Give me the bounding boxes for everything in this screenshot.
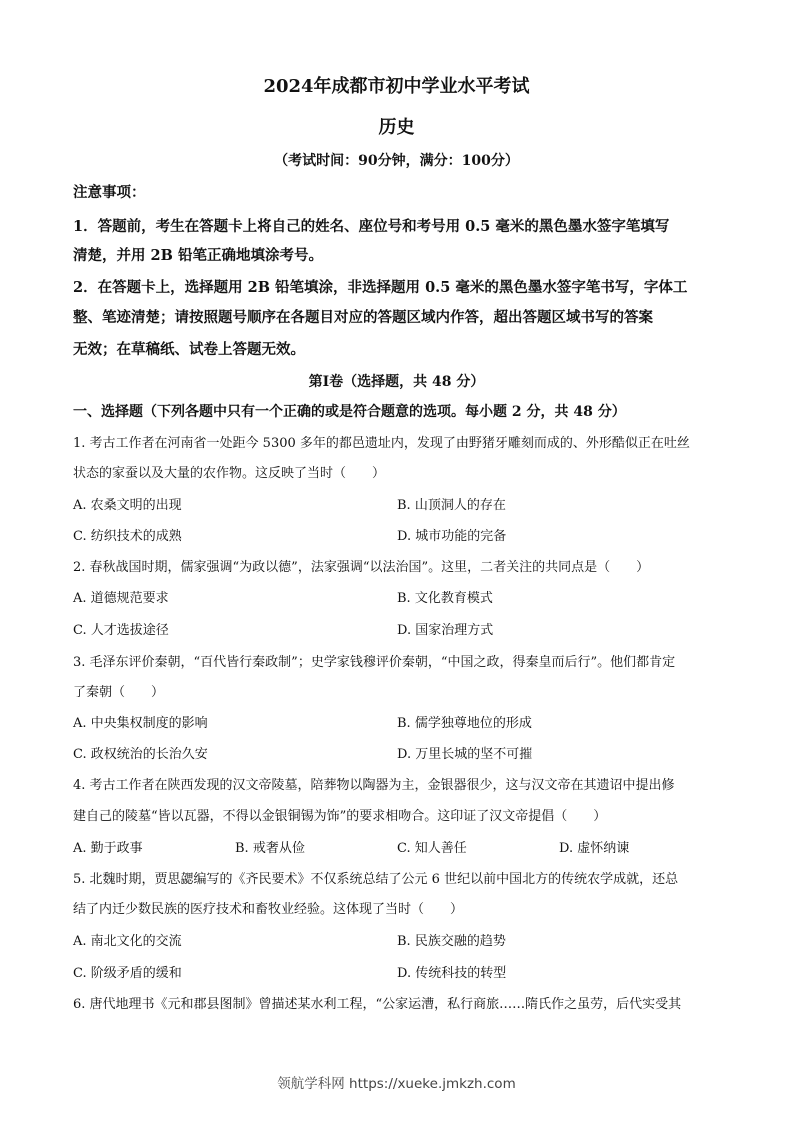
question-5-option-c: C. 阶级矛盾的缓和 xyxy=(73,966,182,981)
notice-item-2-line-2: 整、笔迹清楚；请按照题号顺序在各题目对应的答题区域内作答，超出答题区域书写的答案 xyxy=(73,309,653,326)
exam-time-info: （考试时间：90分钟，满分：100分） xyxy=(274,153,519,169)
footer-watermark: 领航学科网 https://xueke.jmkzh.com xyxy=(277,1076,516,1092)
question-2-option-c: C. 人才选拔途径 xyxy=(73,623,169,638)
question-4-option-c: C. 知人善任 xyxy=(397,841,467,856)
question-2-line-1: 2. 春秋战国时期，儒家强调“为政以德”，法家强调“以法治国”。这里，二者关注的共同点是（ ） xyxy=(73,560,650,575)
question-5-option-b: B. 民族交融的趋势 xyxy=(397,934,506,949)
question-3-option-a: A. 中央集权制度的影响 xyxy=(73,716,208,731)
question-4-option-d: D. 虚怀纳谏 xyxy=(559,841,630,856)
question-3-line-2: 了秦朝（ ） xyxy=(73,685,165,700)
question-4-option-a: A. 勤于政事 xyxy=(73,841,143,856)
question-5-option-d: D. 传统科技的转型 xyxy=(397,966,507,981)
question-1-line-1: 1. 考古工作者在河南省一处距今 5300 多年的都邑遗址内，发现了由野猪牙雕刻而成的、外形酷似正在吐丝 xyxy=(73,436,690,451)
question-2-option-b: B. 文化教育模式 xyxy=(397,591,493,606)
question-1-option-d: D. 城市功能的完备 xyxy=(397,529,507,544)
subject-title: 历史 xyxy=(378,117,415,138)
question-3-option-b: B. 儒学独尊地位的形成 xyxy=(397,716,532,731)
notice-item-1-line-1: 1．答题前，考生在答题卡上将自己的姓名、座位号和考号用 0.5 毫米的黑色墨水签字笔填写 xyxy=(73,218,670,235)
question-4-option-b: B. 戒奢从俭 xyxy=(235,841,305,856)
choice-section-instructions: 一、选择题（下列各题中只有一个正确的或是符合题意的选项。每小题 2 分，共 48 分） xyxy=(73,404,626,420)
question-2-option-d: D. 国家治理方式 xyxy=(397,623,494,638)
notice-heading: 注意事项： xyxy=(73,184,146,201)
exam-title: 2024年成都市初中学业水平考试 xyxy=(263,76,530,97)
question-3-option-d: D. 万里长城的坚不可摧 xyxy=(397,747,533,762)
question-4-line-1: 4. 考古工作者在陕西发现的汉文帝陵墓，陪葬物以陶器为主，金银器很少，这与汉文帝在其遗诏中提出修 xyxy=(73,778,675,793)
question-5-line-2: 结了内迁少数民族的医疗技术和畜牧业经验。这体现了当时（ ） xyxy=(73,902,464,917)
question-1-option-a: A. 农桑文明的出现 xyxy=(73,498,182,513)
question-5-line-1: 5. 北魏时期，贾思勰编写的《齐民要术》不仅系统总结了公元 6 世纪以前中国北方的传统农学成就，还总 xyxy=(73,872,679,887)
question-3-line-1: 3. 毛泽东评价秦朝，“百代皆行秦政制”；史学家钱穆评价秦朝，“中国之政，得秦皇而后行”。他们都肯定 xyxy=(73,655,676,670)
question-6-line-1: 6. 唐代地理书《元和郡县图制》曾描述某水利工程，“公家运漕，私行商旅……隋氏作之虽劳，后代实受其 xyxy=(73,997,682,1012)
part-one-title: 第Ⅰ卷（选择题，共 48 分） xyxy=(308,374,485,390)
question-1-line-2: 状态的家蚕以及大量的农作物。这反映了当时（ ） xyxy=(73,466,386,481)
notice-item-2-line-3: 无效；在草稿纸、试卷上答题无效。 xyxy=(73,341,305,358)
question-5-option-a: A. 南北文化的交流 xyxy=(73,934,182,949)
question-3-option-c: C. 政权统治的长治久安 xyxy=(73,747,208,762)
question-2-option-a: A. 道德规范要求 xyxy=(73,591,169,606)
question-1-option-b: B. 山顶洞人的存在 xyxy=(397,498,506,513)
notice-item-2-line-1: 2．在答题卡上，选择题用 2B 铅笔填涂，非选择题用 0.5 毫米的黑色墨水签字笔书写，字体工 xyxy=(73,279,688,296)
question-4-line-2: 建自己的陵墓“皆以瓦器，不得以金银铜锡为饰”的要求相吻合。这印证了汉文帝提倡（ ） xyxy=(73,809,607,824)
notice-item-1-line-2: 清楚，并用 2B 铅笔正确地填涂考号。 xyxy=(73,247,323,264)
question-1-option-c: C. 纺织技术的成熟 xyxy=(73,529,182,544)
